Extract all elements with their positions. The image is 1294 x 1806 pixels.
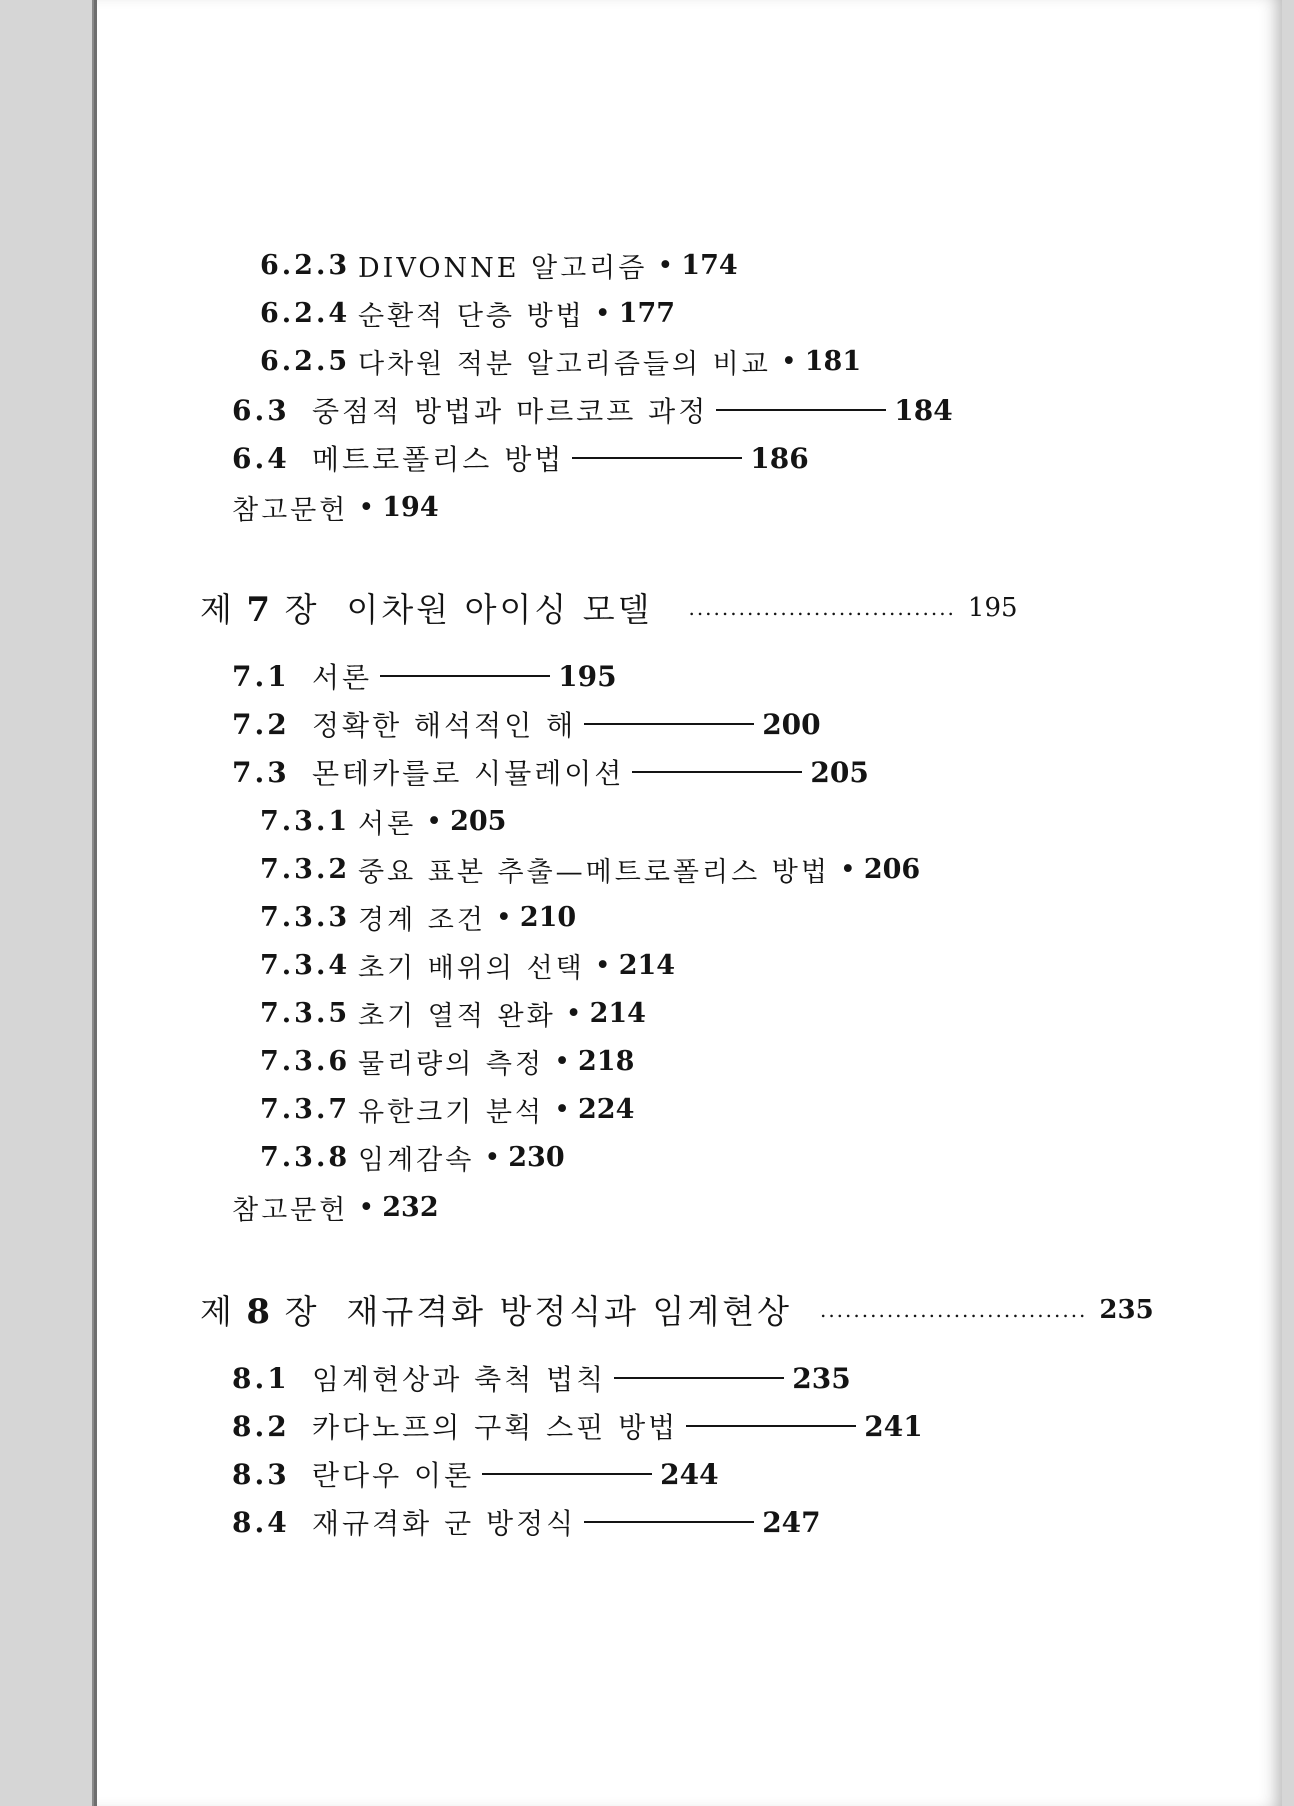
toc-entry-7-3-7 [260, 1090, 634, 1129]
chapter-suffix: 장 [284, 1292, 319, 1331]
chapter-number [200, 1286, 318, 1333]
chapter-title: 재규격화 방정식과 임계현상 [346, 1292, 792, 1331]
section-title: 재규격화 군 방정식 [312, 1507, 577, 1540]
section-title: 초기 배위의 선택 [358, 953, 585, 984]
toc-entry-references-7 [232, 1188, 439, 1227]
chapter-number [200, 584, 318, 631]
toc-entry-8-2 [232, 1406, 923, 1446]
section-title: 서론 [358, 809, 417, 840]
section-number: 6.3 [232, 393, 290, 427]
toc-entry-7-3-4 [260, 946, 675, 985]
book-page [92, 0, 1282, 1806]
page-number: 195 [558, 659, 617, 693]
chapter-7-heading [200, 584, 1018, 631]
page-number: 177 [618, 298, 676, 329]
leader-line [482, 1473, 652, 1475]
page-number: 247 [762, 1505, 821, 1539]
section-title: 다차원 적분 알고리즘들의 비교 [358, 349, 771, 380]
section-title: 중점적 방법과 마르코프 과정 [312, 395, 709, 428]
section-title: 몬테카를로 시뮬레이션 [312, 757, 625, 790]
chapter-title: 이차원 아이싱 모델 [346, 590, 653, 629]
toc-entry-7-3 [232, 752, 869, 792]
section-number: 7.3.8 [260, 1142, 351, 1173]
section-title: 임계현상과 축척 법칙 [312, 1363, 607, 1396]
section-title: DIVONNE 알고리즘 [358, 253, 648, 284]
section-title: 경계 조건 [358, 905, 486, 936]
page-number: 210 [519, 902, 577, 933]
leader-line [632, 771, 802, 773]
toc-entry-7-3-1 [260, 802, 506, 841]
bullet: • [594, 298, 611, 329]
section-title: 순환적 단층 방법 [358, 301, 585, 332]
section-number: 7.3.1 [260, 806, 351, 837]
page-number: 241 [864, 1409, 923, 1443]
bullet: • [495, 902, 512, 933]
section-number: 8.2 [232, 1409, 290, 1443]
section-number: 7.1 [232, 659, 290, 693]
leader-line [686, 1425, 856, 1427]
bullet: • [594, 950, 611, 981]
toc-entry-7-2 [232, 704, 821, 744]
toc-entry-8-1 [232, 1358, 851, 1398]
section-number: 6.2.3 [260, 250, 351, 281]
page-number: 214 [618, 950, 676, 981]
page-number: 235 [1099, 1294, 1154, 1325]
toc-entry-8-3 [232, 1454, 719, 1494]
section-number: 7.3.3 [260, 902, 351, 933]
page-number: 205 [450, 806, 507, 837]
section-number: 8.1 [232, 1361, 290, 1395]
section-number: 7.2 [232, 707, 290, 741]
section-title: 물리량의 측정 [358, 1049, 545, 1080]
toc-entry-7-3-8 [260, 1138, 565, 1177]
dot-leader: ................................ [688, 595, 956, 620]
page-number: 174 [681, 250, 738, 281]
bullet: • [554, 1094, 571, 1125]
page-number: 214 [589, 998, 646, 1029]
section-title: 란다우 이론 [312, 1459, 475, 1492]
bullet: • [839, 854, 856, 885]
page-number: 186 [750, 441, 809, 475]
page-number: 218 [578, 1046, 635, 1077]
page-number: 195 [967, 592, 1018, 623]
toc-entry-7-3-5 [260, 994, 646, 1033]
toc-entry-7-1 [232, 656, 617, 696]
chapter-suffix: 장 [284, 590, 319, 629]
section-number: 7.3.4 [260, 950, 351, 981]
chapter-digit: 7 [246, 590, 273, 630]
section-number: 7.3.5 [260, 998, 351, 1029]
toc-entry-6-4 [232, 438, 809, 478]
page-number: 200 [762, 707, 821, 741]
section-number: 6.2.4 [260, 298, 351, 329]
bullet: • [358, 1192, 375, 1223]
dot-leader: ................................ [819, 1297, 1088, 1322]
page-number: 184 [894, 393, 953, 427]
page-number: 194 [382, 492, 439, 523]
toc-entry-6-3 [232, 390, 953, 430]
references-title: 참고문헌 [232, 1195, 349, 1226]
section-number: 8.4 [232, 1505, 290, 1539]
chapter-digit: 8 [246, 1292, 273, 1332]
toc-entry-6-2-3 [260, 246, 738, 285]
section-number: 6.2.5 [260, 346, 351, 377]
page-number: 232 [382, 1192, 439, 1223]
page-number: 230 [508, 1142, 565, 1173]
leader-line [716, 409, 886, 411]
section-title: 유한크기 분석 [358, 1097, 545, 1128]
section-number: 7.3.2 [260, 854, 351, 885]
section-title: 임계감속 [358, 1145, 475, 1176]
page-number: 181 [804, 346, 862, 377]
section-title: 중요 표본 추출—메트로폴리스 방법 [358, 857, 830, 888]
bullet: • [358, 492, 375, 523]
page-edge [94, 0, 97, 1806]
leader-line [380, 675, 550, 677]
bullet: • [780, 346, 797, 377]
references-title: 참고문헌 [232, 495, 349, 526]
chapter-prefix: 제 [200, 590, 234, 629]
toc-entry-6-2-4 [260, 294, 675, 333]
toc-entry-7-3-3 [260, 898, 576, 937]
bullet: • [554, 1046, 571, 1077]
chapter-prefix: 제 [200, 1292, 234, 1331]
page-number: 224 [578, 1094, 635, 1125]
bullet: • [565, 998, 582, 1029]
section-number: 7.3 [232, 755, 290, 789]
page-number: 205 [810, 755, 869, 789]
leader-line [572, 457, 742, 459]
section-title: 카다노프의 구획 스핀 방법 [312, 1411, 679, 1444]
page-number: 244 [660, 1457, 719, 1491]
page-number: 206 [863, 854, 921, 885]
section-number: 6.4 [232, 441, 290, 475]
leader-line [584, 723, 754, 725]
toc-entry-7-3-2 [260, 850, 920, 889]
section-number: 7.3.7 [260, 1094, 351, 1125]
bullet: • [484, 1142, 501, 1173]
section-number: 8.3 [232, 1457, 290, 1491]
toc-entry-references-6 [232, 488, 439, 527]
section-title: 정확한 해석적인 해 [312, 709, 577, 742]
section-title: 메트로폴리스 방법 [312, 443, 565, 476]
section-title: 서론 [312, 661, 373, 694]
toc-entry-8-4 [232, 1502, 821, 1542]
chapter-8-heading [200, 1286, 1154, 1333]
toc-entry-6-2-5 [260, 342, 861, 381]
section-number: 7.3.6 [260, 1046, 351, 1077]
page-number: 235 [792, 1361, 851, 1395]
leader-line [614, 1377, 784, 1379]
leader-line [584, 1521, 754, 1523]
bullet: • [657, 250, 674, 281]
toc-entry-7-3-6 [260, 1042, 634, 1081]
section-title: 초기 열적 완화 [358, 1001, 556, 1032]
bullet: • [426, 806, 443, 837]
